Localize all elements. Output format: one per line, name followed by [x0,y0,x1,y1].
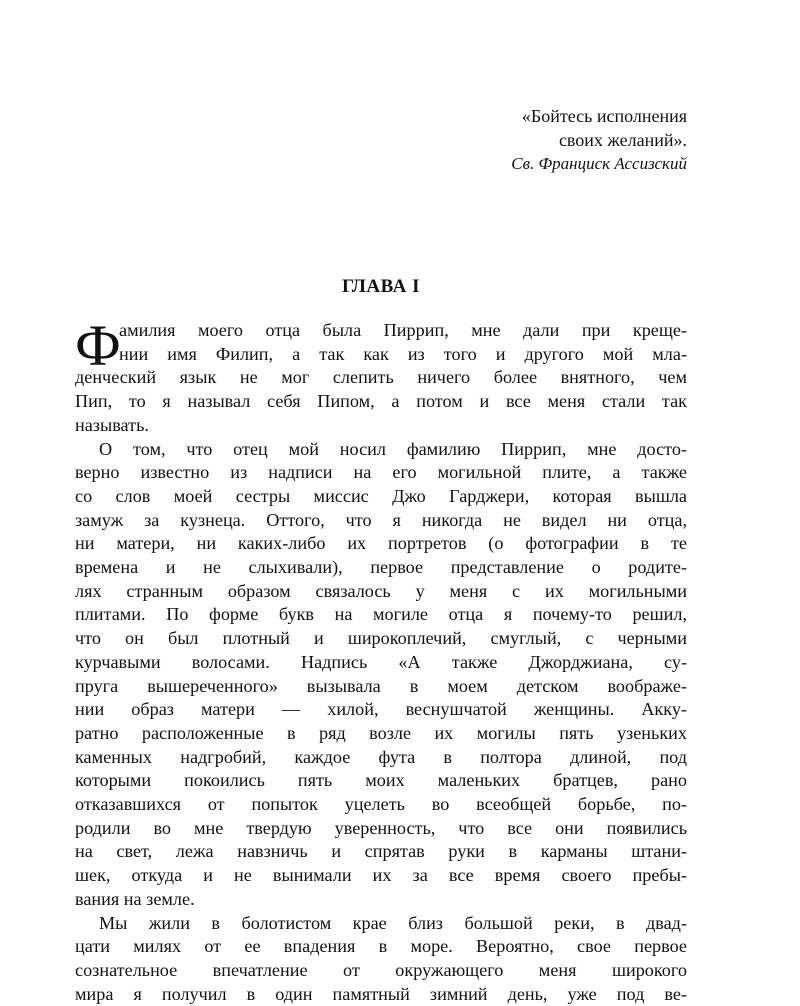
text-line: верно известно из надписи на его могильной плите, а также [75,462,687,483]
text-line: шек, откуда и не вынимали их за все время своего пребы- [75,865,687,886]
text-line: ратно расположенные в ряд возле их могилы пять узеньких [75,722,687,743]
epigraph [400,104,687,176]
text-line: называть. [75,414,149,435]
text-line: цати милях от ее впадения в море. Вероятно, свое первое [75,936,687,957]
text-line: плитами. По форме букв на могиле отца я почему-то решил, [75,604,687,625]
paragraph-2 [75,438,687,912]
text-line: сознательное впечатление от окружающего меня широкого [75,959,687,980]
paragraph-1 [75,313,687,438]
text-line: со слов моей сестры миссис Джо Гарджери, которая вышла [75,485,687,506]
text-line: О том, что отец мой носил фамилию Пиррип, мне досто- [99,438,687,459]
text-line: каменных надгробий, каждое фута в полтора длиной, под [75,746,687,767]
text-line: замуж за кузнеца. Оттого, что я никогда не видел ни отца, [75,509,687,530]
chapter-title: ГЛАВА I [342,276,420,297]
text-line: амилия моего отца была Пиррип, мне дали при креще- [119,320,687,340]
text-line: лях странным образом связалось у меня с их могильными [75,580,687,601]
epigraph-author: Св. Франциск Ассизский [511,154,687,173]
text-line: что он был плотный и широкоплечий, смуглый, с черными [75,628,687,649]
paragraph-3 [75,912,687,1006]
text-line: мира я получил в один памятный зимний день, уже под ве- [75,983,687,1004]
text-line: времена и не слыхивали), первое представление о родите- [75,557,687,578]
text-line: Мы жили в болотистом крае близ большой реки, в двад- [99,912,687,933]
epigraph-line-1: «Бойтесь исполнения [521,106,687,126]
text-line: Пип, то я называл себя Пипом, а потом и все меня стали так [75,391,687,412]
text-line: нии образ матери — хилой, веснушчатой женщины. Акку- [75,699,687,720]
drop-cap: Ф [75,313,121,378]
text-line: на свет, лежа навзничь и спрятав руки в карманы штани- [75,841,687,862]
text-line: ни матери, ни каких-либо их портретов (о фотографии в те [75,533,687,554]
text-line: вания на земле. [75,888,195,909]
epigraph-line-2: своих желаний». [558,130,687,150]
text-line: которыми покоились пять моих маленьких братцев, рано [75,770,687,791]
text-line: курчавыми волосами. Надпись «А также Джорджиана, су- [75,651,687,672]
text-line: отказавшихся от попыток уцелеть во всеобщей борьбе, по- [75,794,687,815]
text-line: родили во мне твердую уверенность, что все они появились [75,817,687,838]
text-line: пруга вышереченного» вызывала в моем детском воображе- [75,675,687,696]
text-line: нии имя Филип, а так как из того и другого мой мла- [119,343,687,364]
text-line: денческий язык не мог слепить ничего более внятного, чем [75,367,687,388]
chapter-text [75,313,687,1006]
